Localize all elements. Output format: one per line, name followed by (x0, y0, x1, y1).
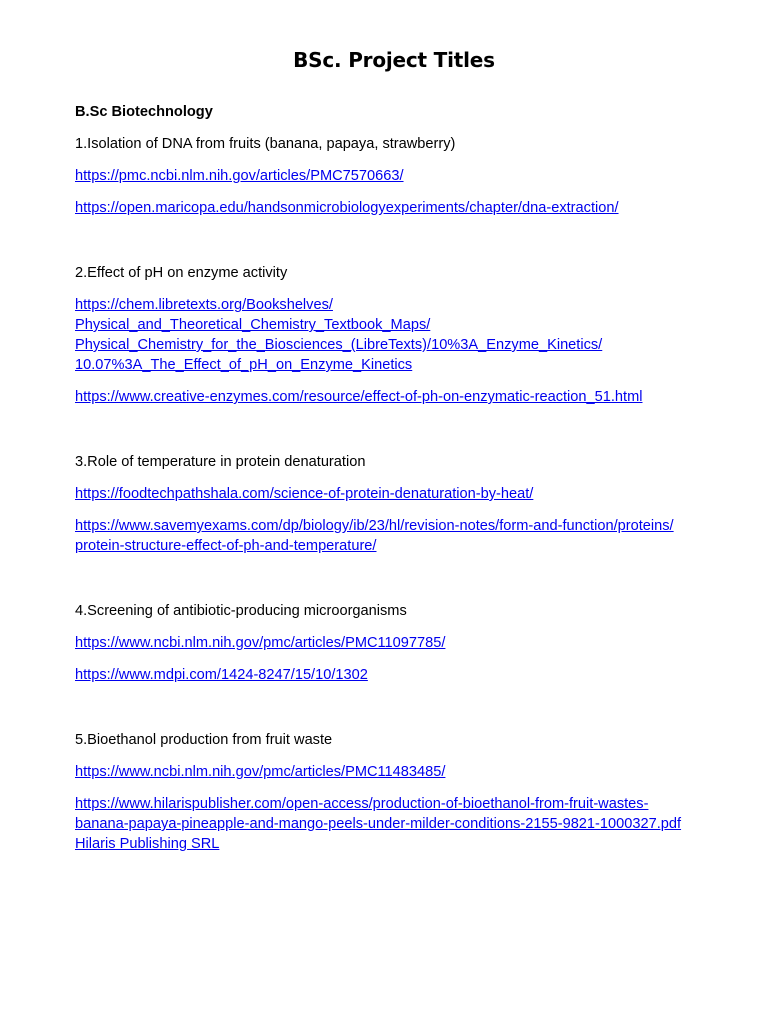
reference-link[interactable]: https://www.hilarispublisher.com/open-access/production-of-bioethanol-from-fruit-wastes- banana-papaya-pineapple-and-mango-peels-under-milder-conditions-2155-9821-1000327.pdf Hilaris Publishing SRL (75, 796, 682, 852)
document-body (75, 102, 715, 866)
reference-link[interactable]: https://pmc.ncbi.nlm.nih.gov/articles/PMC7570663/ (75, 168, 404, 184)
reference-link[interactable]: https://foodtechpathshala.com/science-of-protein-denaturation-by-heat/ (75, 486, 534, 502)
page-title: BSc. Project Titles (293, 48, 495, 72)
project-topic-5 (75, 730, 715, 854)
project-topic-2 (75, 263, 715, 407)
topic-title: 3.Role of temperature in protein denaturation (75, 454, 366, 470)
topic-title: 4.Screening of antibiotic-producing microorganisms (75, 603, 407, 619)
project-topic-3 (75, 452, 715, 556)
reference-link[interactable]: https://open.maricopa.edu/handsonmicrobiologyexperiments/chapter/dna-extraction/ (75, 200, 619, 216)
topic-title: 1.Isolation of DNA from fruits (banana, papaya, strawberry) (75, 136, 456, 152)
reference-link[interactable]: https://www.mdpi.com/1424-8247/15/10/1302 (75, 667, 368, 683)
spacer (75, 697, 715, 730)
spacer (75, 419, 715, 452)
topic-title: 5.Bioethanol production from fruit waste (75, 732, 333, 748)
reference-link[interactable]: https://chem.libretexts.org/Bookshelves/ Physical_and_Theoretical_Chemistry_Textbook_Maps/ Physical_Chemistry_for_the_Biosciences_(LibreTexts)/10%3A_Enzyme_Kinetics/ 10.07%3A_The_Effect_of_pH_on_Enzyme_Kinetics (75, 297, 603, 373)
reference-link[interactable]: https://www.savemyexams.com/dp/biology/ib/23/hl/revision-notes/form-and-function/proteins/ protein-structure-effect-of-ph-and-temperature/ (75, 518, 674, 554)
spacer (75, 568, 715, 601)
reference-link[interactable]: https://www.creative-enzymes.com/resource/effect-of-ph-on-enzymatic-reaction_51.html (75, 389, 643, 405)
spacer (75, 230, 715, 263)
reference-link[interactable]: https://www.ncbi.nlm.nih.gov/pmc/articles/PMC11483485/ (75, 764, 446, 780)
project-topic-4 (75, 601, 715, 685)
project-topic-1 (75, 134, 715, 218)
topic-title: 2.Effect of pH on enzyme activity (75, 265, 288, 281)
reference-link[interactable]: https://www.ncbi.nlm.nih.gov/pmc/articles/PMC11097785/ (75, 635, 446, 651)
section-heading: B.Sc Biotechnology (75, 104, 213, 120)
